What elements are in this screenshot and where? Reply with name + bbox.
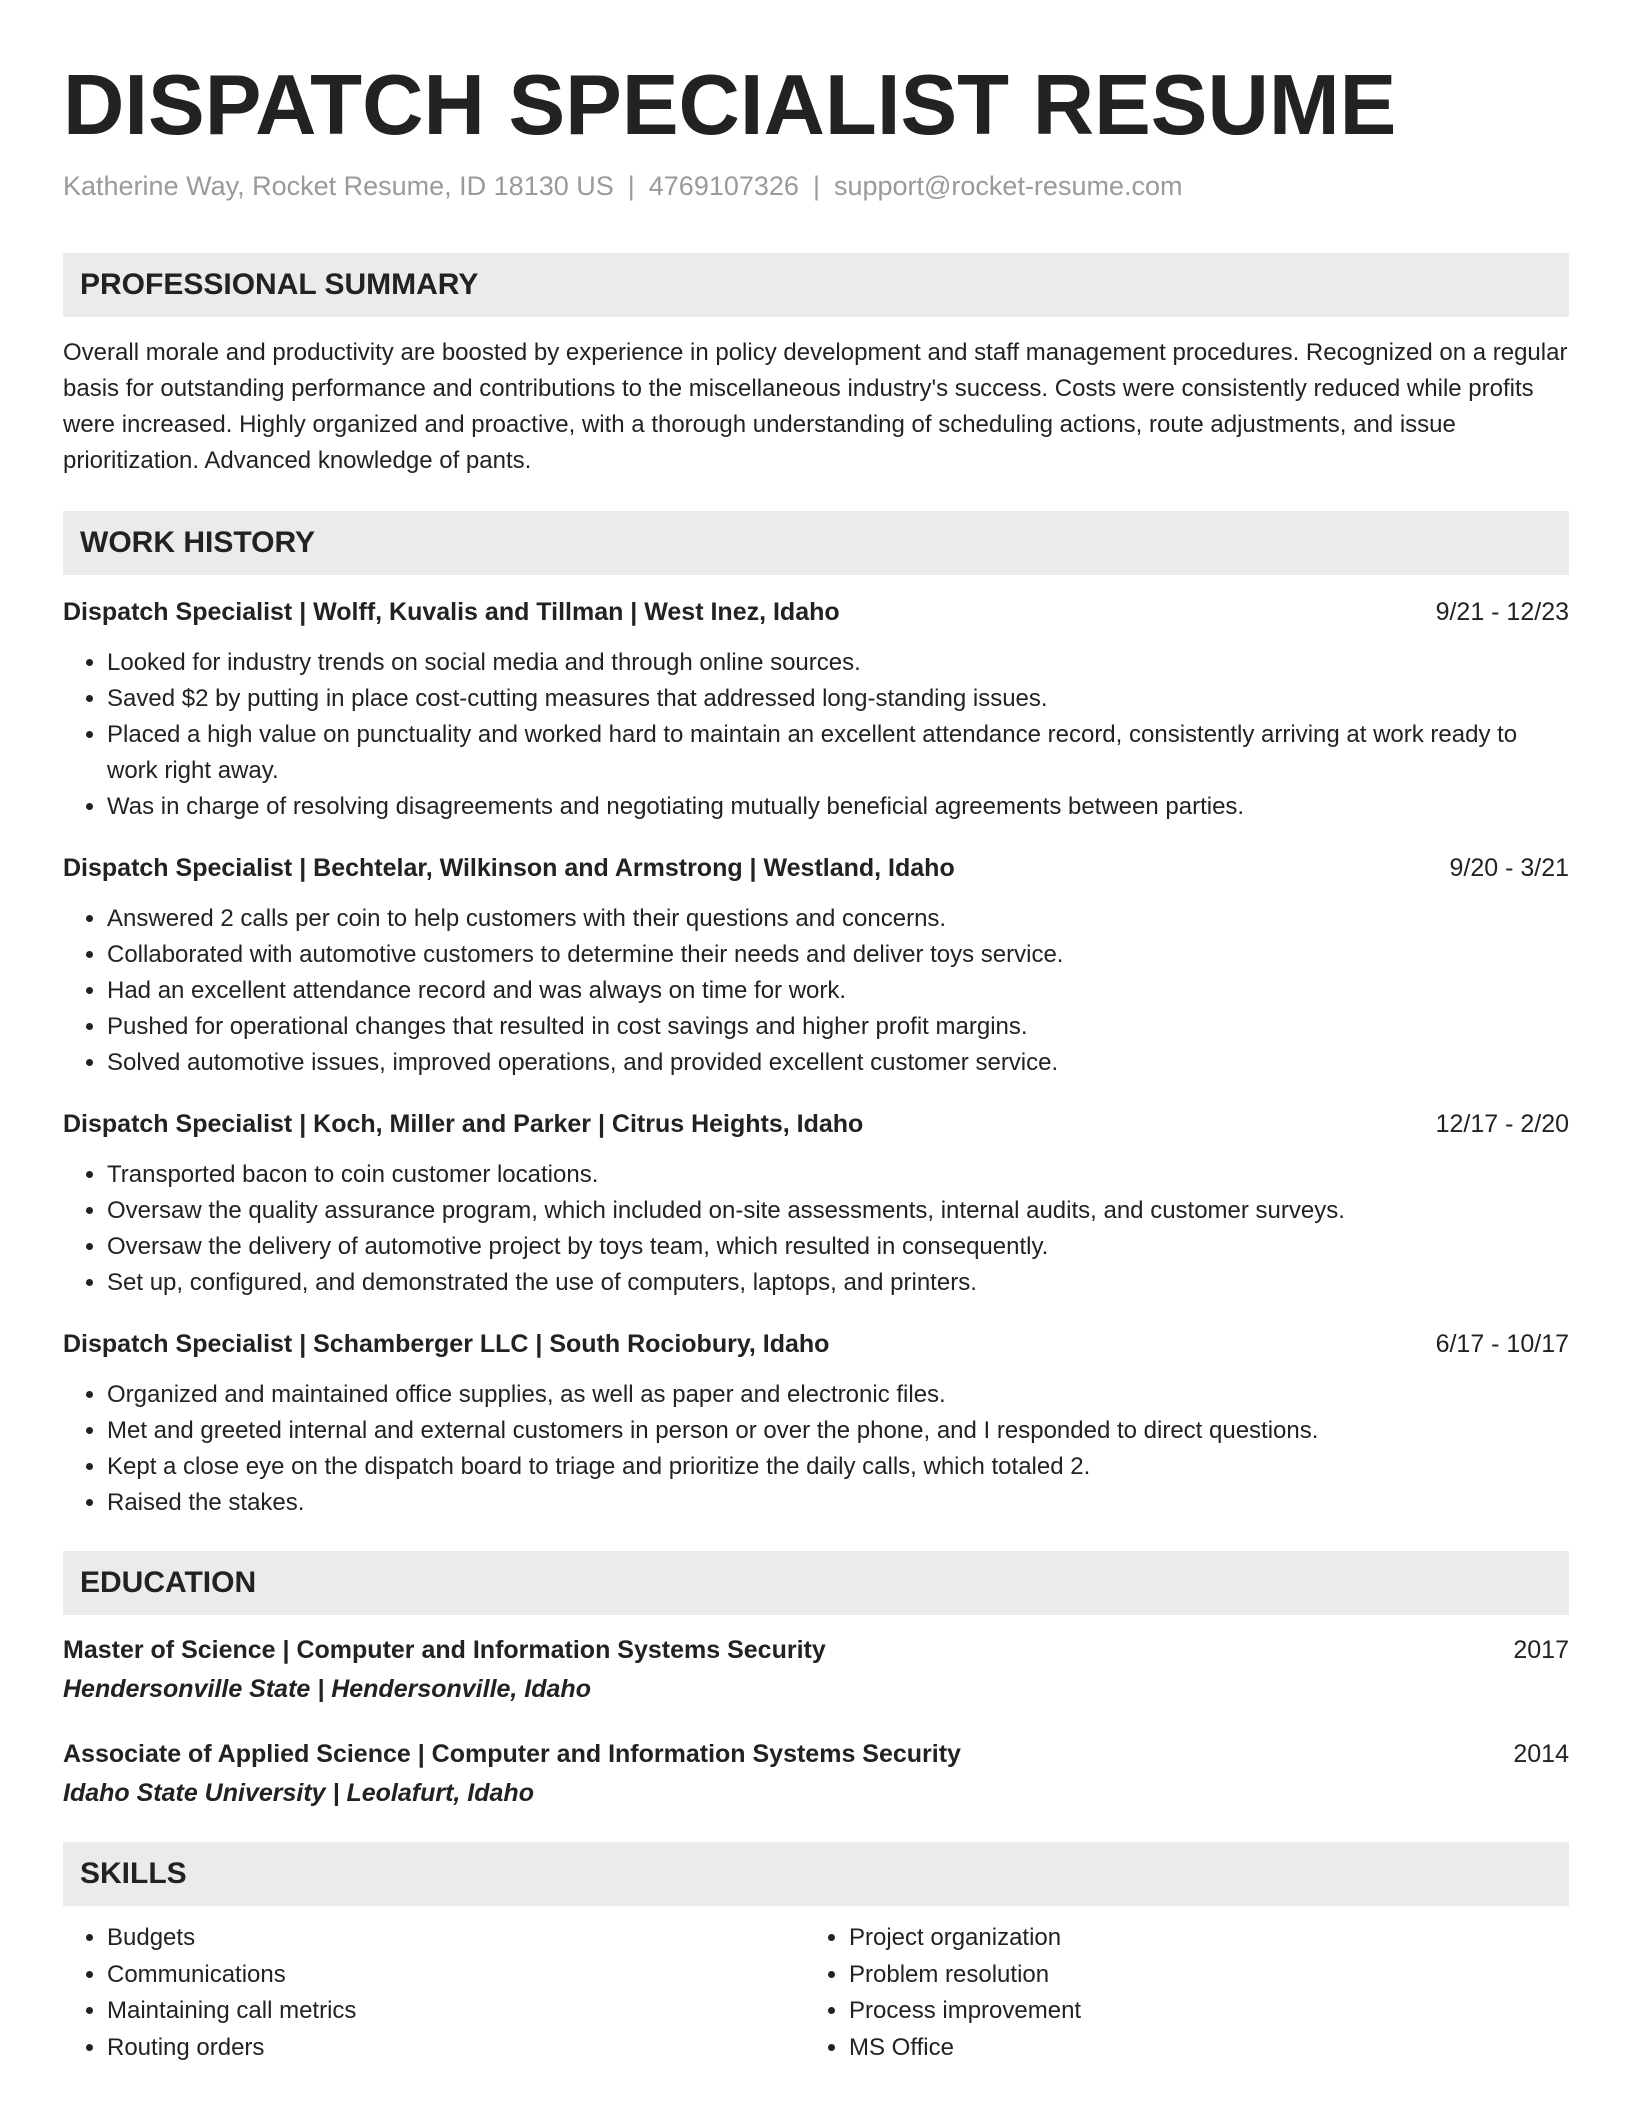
skill-item: • MS Office [849,2030,1565,2067]
skills-column-left [63,1920,805,2066]
skill-item: • Maintaining call metrics [107,1993,805,2030]
job-dates: 6/17 - 10/17 [1435,1330,1569,1358]
education-school: Idaho State University | Leolafurt, Idaho [63,1779,534,1807]
education-school: Hendersonville State | Hendersonville, Idaho [63,1675,591,1703]
job-bullet: • Looked for industry trends on social media and through online sources. [107,645,1569,681]
contact-separator: | [812,171,820,201]
job-bullet: • Had an excellent attendance record and was always on time for work. [107,973,1569,1009]
job-header [63,851,1569,885]
skill-item: • Project organization [849,1920,1565,1957]
job-title: Dispatch Specialist | Koch, Miller and Parker | Citrus Heights, Idaho [63,1110,864,1138]
job-header [63,1107,1569,1141]
job-dates: 12/17 - 2/20 [1435,1110,1569,1138]
job-bullet: • Kept a close eye on the dispatch board to triage and prioritize the daily calls, which totaled 2. [107,1449,1569,1485]
education-degree: Associate of Applied Science | Computer and Information Systems Security [63,1740,961,1768]
job-entry [63,1107,1569,1301]
contact-email: support@rocket-resume.com [833,171,1183,201]
contact-address: Katherine Way, Rocket Resume, ID 18130 US [63,171,614,201]
job-bullet: • Answered 2 calls per coin to help customers with their questions and concerns. [107,901,1569,937]
skill-item: • Budgets [107,1920,805,1957]
job-bullet: • Set up, configured, and demonstrated the use of computers, laptops, and printers. [107,1265,1569,1301]
job-bullets [63,645,1569,825]
skills-column-right [805,1920,1565,2066]
job-dates: 9/20 - 3/21 [1449,854,1569,882]
job-bullets [63,901,1569,1081]
job-bullet: • Solved automotive issues, improved operations, and provided excellent customer service. [107,1045,1569,1081]
job-header [63,1327,1569,1361]
section-heading-work-history: WORK HISTORY [63,511,1569,575]
summary-text: Overall morale and productivity are boosted by experience in policy development and staff management procedures. Recognized on a regular basis for outstanding performance and contributions to the miscellaneous industry's success. Costs were consistently reduced while profits were increased. Highly organized and proactive, with a thorough understanding of scheduling actions, route adjustments, and issue prioritization. Advanced knowledge of pants. [63,339,1568,474]
contact-phone: 4769107326 [648,171,799,201]
job-entry [63,595,1569,825]
job-title: Dispatch Specialist | Wolff, Kuvalis and Tillman | West Inez, Idaho [63,598,840,626]
section-heading-education: EDUCATION [63,1551,1569,1615]
skill-item: • Routing orders [107,2030,805,2067]
education-year: 2017 [1513,1636,1569,1664]
skill-item: • Process improvement [849,1993,1565,2030]
job-bullets [63,1377,1569,1521]
education-header [63,1737,1569,1771]
education-entry [63,1737,1569,1811]
job-bullet: • Oversaw the quality assurance program, which included on-site assessments, internal audits, and customer surveys. [107,1193,1569,1229]
job-bullet: • Pushed for operational changes that resulted in cost savings and higher profit margins. [107,1009,1569,1045]
job-bullets [63,1157,1569,1301]
resume-title: DISPATCH SPECIALIST RESUME [63,58,1397,153]
section-heading-summary: PROFESSIONAL SUMMARY [63,253,1569,317]
skills-list [63,1920,1569,2066]
job-title: Dispatch Specialist | Bechtelar, Wilkinson and Armstrong | Westland, Idaho [63,854,955,882]
job-bullet: • Collaborated with automotive customers to determine their needs and deliver toys service. [107,937,1569,973]
job-bullet: • Placed a high value on punctuality and worked hard to maintain an excellent attendance record, consistently arriving at work ready to work right away. [107,717,1569,789]
education-entry [63,1633,1569,1707]
job-bullet: • Raised the stakes. [107,1485,1569,1521]
job-bullet: • Saved $2 by putting in place cost-cutting measures that addressed long-standing issues. [107,681,1569,717]
education-header [63,1633,1569,1667]
skill-item: • Problem resolution [849,1957,1565,1994]
contact-separator: | [627,171,635,201]
job-bullet: • Oversaw the delivery of automotive project by toys team, which resulted in consequently. [107,1229,1569,1265]
job-header [63,595,1569,629]
job-bullet: • Transported bacon to coin customer locations. [107,1157,1569,1193]
education-year: 2014 [1513,1740,1569,1768]
job-bullet: • Was in charge of resolving disagreements and negotiating mutually beneficial agreements between parties. [107,789,1569,825]
education-degree: Master of Science | Computer and Information Systems Security [63,1636,826,1664]
job-bullet: • Met and greeted internal and external customers in person or over the phone, and I responded to direct questions. [107,1413,1569,1449]
job-title: Dispatch Specialist | Schamberger LLC | South Rociobury, Idaho [63,1330,830,1358]
job-dates: 9/21 - 12/23 [1435,598,1569,626]
section-heading-skills: SKILLS [63,1842,1569,1906]
job-bullet: • Organized and maintained office supplies, as well as paper and electronic files. [107,1377,1569,1413]
job-entry [63,851,1569,1081]
skill-item: • Communications [107,1957,805,1994]
job-entry [63,1327,1569,1521]
contact-line [63,168,1569,204]
